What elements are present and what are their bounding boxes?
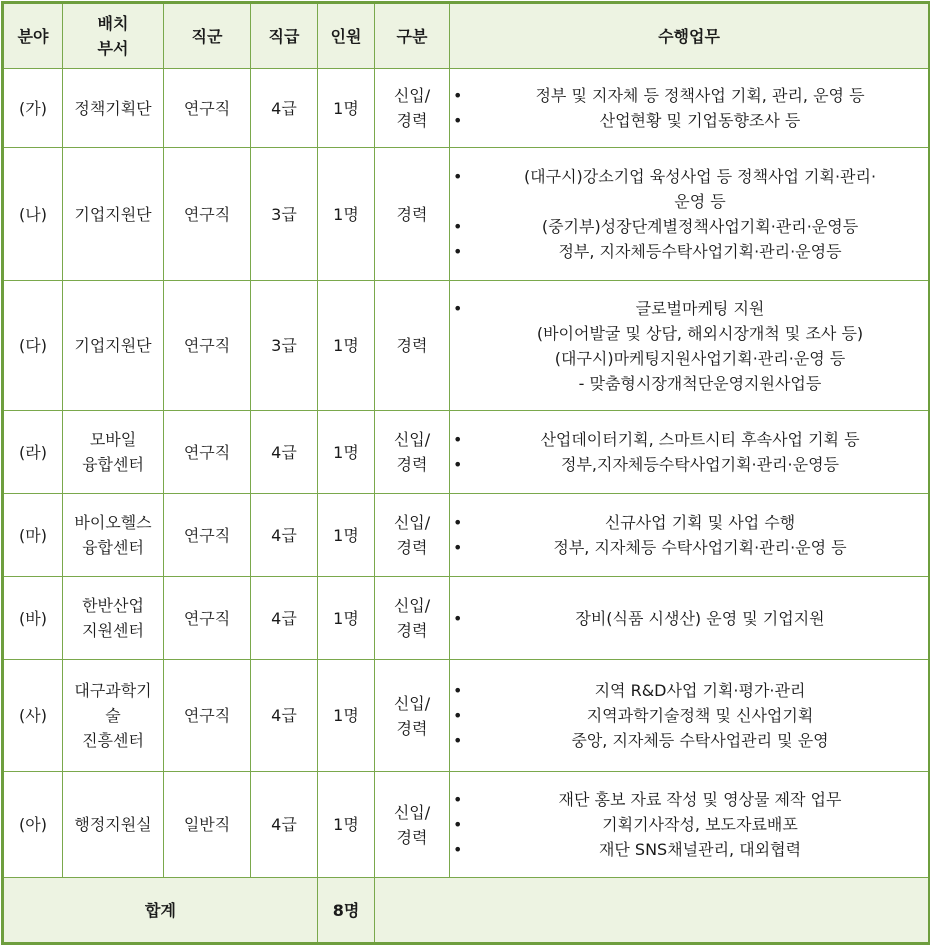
duties-cell bbox=[450, 148, 930, 281]
total-empty bbox=[375, 878, 930, 944]
duty-item: • 장비(식품 시생산) 운영 및 기업지원 bbox=[450, 606, 928, 631]
duties-cell bbox=[450, 411, 930, 494]
department-line: 융합센터 bbox=[82, 538, 144, 557]
type-line: 신입/ bbox=[393, 596, 431, 615]
count-cell: 1명 bbox=[318, 411, 375, 494]
header-type: 구분 bbox=[375, 3, 450, 69]
duty-item: • 산업현황 및 기업동향조사 등 bbox=[450, 108, 928, 133]
grade-cell: 3급 bbox=[251, 281, 318, 411]
duties-cell bbox=[450, 660, 930, 772]
type-line: 경력 bbox=[396, 204, 428, 224]
duty-item: • (중기부)성장단계별정책사업기획·관리·운영등 bbox=[450, 214, 928, 239]
header-department-line2: 부서 bbox=[97, 39, 129, 58]
duty-continuation: 운영 등 bbox=[674, 192, 726, 211]
type-cell bbox=[375, 148, 450, 281]
type-cell bbox=[375, 577, 450, 660]
job-group-cell: 연구직 bbox=[164, 577, 251, 660]
duties-list bbox=[450, 164, 928, 189]
field-cell: (다) bbox=[3, 281, 63, 411]
duty-subline: (대구시)마케팅지원사업기획·관리·운영 등 bbox=[554, 348, 846, 368]
department-line: 기업지원단 bbox=[74, 204, 152, 224]
type-line: 신입/ bbox=[393, 693, 431, 713]
duties-cell bbox=[450, 577, 930, 660]
duties-list bbox=[450, 83, 928, 133]
department-line: 대구과학기 bbox=[74, 681, 152, 700]
recruitment-table bbox=[1, 1, 930, 945]
grade-cell: 3급 bbox=[251, 148, 318, 281]
type-cell bbox=[375, 494, 450, 577]
job-group-cell: 일반직 bbox=[164, 772, 251, 878]
field-cell: (가) bbox=[3, 69, 63, 148]
duties-list bbox=[450, 296, 928, 321]
count-cell: 1명 bbox=[318, 69, 375, 148]
department-cell bbox=[63, 772, 164, 878]
total-row bbox=[3, 878, 930, 944]
table-row bbox=[3, 772, 930, 878]
count-cell: 1명 bbox=[318, 577, 375, 660]
header-count: 인원 bbox=[318, 3, 375, 69]
duty-item: • 지역과학기술정책 및 신사업기획 bbox=[450, 703, 928, 728]
table-row bbox=[3, 660, 930, 772]
count-cell: 1명 bbox=[318, 148, 375, 281]
type-line: 경력 bbox=[396, 336, 428, 355]
field-cell: (마) bbox=[3, 494, 63, 577]
department-line: 진흥센터 bbox=[82, 731, 144, 750]
header-department bbox=[63, 3, 164, 69]
grade-cell: 4급 bbox=[251, 494, 318, 577]
job-group-cell: 연구직 bbox=[164, 411, 251, 494]
department-cell bbox=[63, 69, 164, 148]
table-row bbox=[3, 494, 930, 577]
type-cell bbox=[375, 411, 450, 494]
duties-list bbox=[450, 787, 928, 862]
type-line: 신입/ bbox=[393, 513, 431, 532]
job-group-cell: 연구직 bbox=[164, 69, 251, 148]
type-line: 신입/ bbox=[393, 86, 431, 105]
table-row bbox=[3, 577, 930, 660]
type-cell bbox=[375, 772, 450, 878]
header-field: 분야 bbox=[3, 3, 63, 69]
duty-item: • 기획기사작성, 보도자료배포 bbox=[450, 812, 928, 837]
job-group-cell: 연구직 bbox=[164, 494, 251, 577]
header-department-line1: 배치 bbox=[97, 14, 129, 33]
type-line: 경력 bbox=[396, 621, 428, 640]
department-line: 지원센터 bbox=[82, 621, 144, 640]
department-line: 융합센터 bbox=[82, 455, 144, 474]
department-cell bbox=[63, 411, 164, 494]
department-line: 한반산업 bbox=[82, 596, 144, 615]
table-row bbox=[3, 148, 930, 281]
type-cell bbox=[375, 281, 450, 411]
field-cell: (사) bbox=[3, 660, 63, 772]
department-cell bbox=[63, 281, 164, 411]
duty-subline: (바이어발굴 및 상담, 해외시장개척 및 조사 등) bbox=[536, 323, 864, 343]
grade-cell: 4급 bbox=[251, 69, 318, 148]
type-line: 신입/ bbox=[393, 430, 431, 449]
duty-item: • 지역 R&D사업 기획·평가·관리 bbox=[450, 678, 928, 703]
field-cell: (바) bbox=[3, 577, 63, 660]
duty-subline: - 맞춤형시장개척단운영지원사업등 bbox=[578, 373, 822, 393]
duty-item: • (대구시)강소기업 육성사업 등 정책사업 기획·관리· bbox=[450, 164, 928, 189]
type-line: 경력 bbox=[396, 111, 428, 130]
duties-list bbox=[450, 510, 928, 560]
duty-item: • 중앙, 지자체등 수탁사업관리 및 운영 bbox=[450, 728, 928, 753]
department-line: 행정지원실 bbox=[74, 815, 152, 834]
job-group-cell: 연구직 bbox=[164, 281, 251, 411]
job-group-cell: 연구직 bbox=[164, 660, 251, 772]
table-row bbox=[3, 281, 930, 411]
grade-cell: 4급 bbox=[251, 772, 318, 878]
count-cell: 1명 bbox=[318, 660, 375, 772]
duty-item: • 재단 홍보 자료 작성 및 영상물 제작 업무 bbox=[450, 787, 928, 812]
department-line: 정책기획단 bbox=[74, 98, 152, 118]
duties-cell bbox=[450, 281, 930, 411]
type-line: 경력 bbox=[396, 827, 428, 847]
duties-list bbox=[450, 427, 928, 477]
department-cell bbox=[63, 660, 164, 772]
count-cell: 1명 bbox=[318, 494, 375, 577]
count-cell: 1명 bbox=[318, 772, 375, 878]
table-row bbox=[3, 411, 930, 494]
duties-cell bbox=[450, 494, 930, 577]
duties-cell bbox=[450, 772, 930, 878]
duty-item: • 재단 SNS채널관리, 대외협력 bbox=[450, 837, 928, 862]
type-cell bbox=[375, 69, 450, 148]
job-group-cell: 연구직 bbox=[164, 148, 251, 281]
department-line: 모바일 bbox=[89, 430, 137, 449]
duties-list bbox=[450, 214, 928, 264]
type-line: 경력 bbox=[396, 455, 428, 474]
type-cell bbox=[375, 660, 450, 772]
header-job-group: 직군 bbox=[164, 3, 251, 69]
department-cell bbox=[63, 494, 164, 577]
duties-list bbox=[450, 678, 928, 753]
total-label: 합계 bbox=[3, 878, 318, 944]
total-count: 8명 bbox=[318, 878, 375, 944]
duty-item: • 정부, 지자체등 수탁사업기획·관리·운영 등 bbox=[450, 535, 928, 560]
type-line: 경력 bbox=[396, 718, 428, 738]
duty-item: • 신규사업 기획 및 사업 수행 bbox=[450, 510, 928, 535]
duty-item: • 산업데이터기획, 스마트시티 후속사업 기획 등 bbox=[450, 427, 928, 452]
type-line: 경력 bbox=[396, 538, 428, 557]
count-cell: 1명 bbox=[318, 281, 375, 411]
header-row bbox=[3, 3, 930, 69]
grade-cell: 4급 bbox=[251, 577, 318, 660]
header-grade: 직급 bbox=[251, 3, 318, 69]
field-cell: (나) bbox=[3, 148, 63, 281]
duty-item: • 정부 및 지자체 등 정책사업 기획, 관리, 운영 등 bbox=[450, 83, 928, 108]
field-cell: (라) bbox=[3, 411, 63, 494]
duty-item: • 글로벌마케팅 지원 bbox=[450, 296, 928, 321]
field-cell: (아) bbox=[3, 772, 63, 878]
header-duties: 수행업무 bbox=[450, 3, 930, 69]
department-line: 바이오헬스 bbox=[74, 513, 152, 532]
department-cell bbox=[63, 577, 164, 660]
grade-cell: 4급 bbox=[251, 411, 318, 494]
grade-cell: 4급 bbox=[251, 660, 318, 772]
duty-item: • 정부, 지자체등수탁사업기획·관리·운영등 bbox=[450, 239, 928, 264]
duty-item: • 정부,지자체등수탁사업기획·관리·운영등 bbox=[450, 452, 928, 477]
duties-cell bbox=[450, 69, 930, 148]
department-cell bbox=[63, 148, 164, 281]
department-line: 기업지원단 bbox=[74, 336, 152, 355]
department-line: 술 bbox=[105, 706, 121, 725]
duties-list bbox=[450, 606, 928, 631]
type-line: 신입/ bbox=[393, 802, 431, 822]
table-row bbox=[3, 69, 930, 148]
